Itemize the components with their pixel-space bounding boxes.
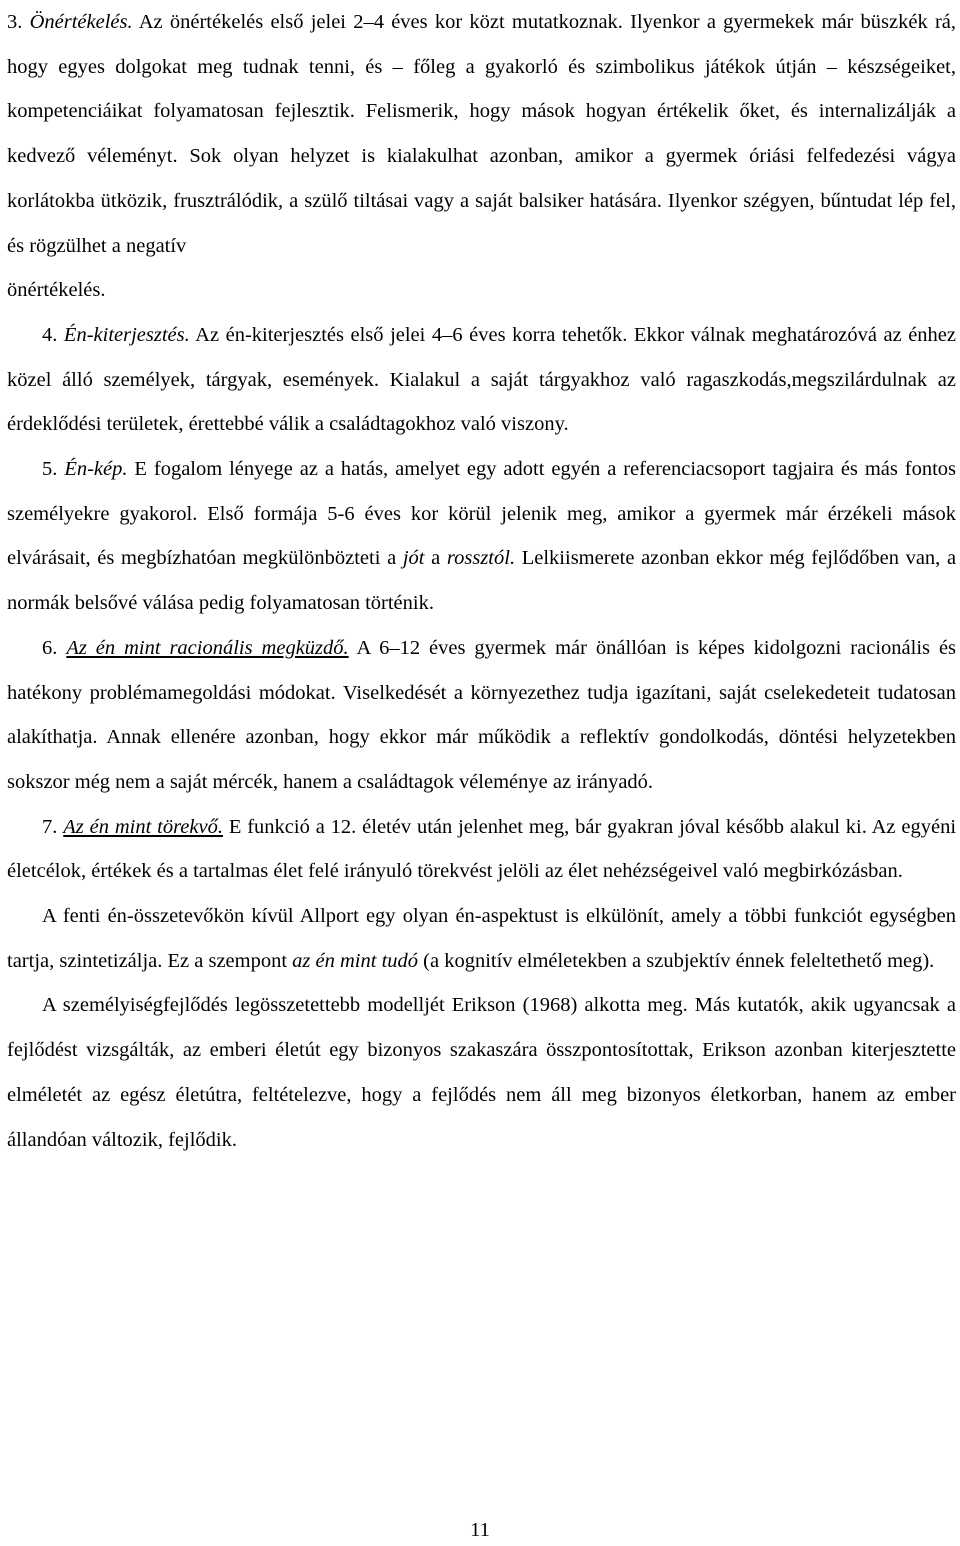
paragraph-onertekeles bbox=[7, 0, 956, 268]
paragraph-text: E funkció a 12. életév után jelenhet meg, bár gyakran jóval később alakul ki. Az egyéni életcélok, értékek és a tartalmas élet felé irányuló törekvést jelöli az élet nehézségeivel való megbirkózásban. bbox=[7, 815, 957, 883]
paragraph-continuation bbox=[7, 268, 956, 313]
paragraph-en-kiterjesztes bbox=[7, 313, 956, 447]
item-number: 7. bbox=[42, 815, 58, 838]
item-term: Én-kiterjesztés. bbox=[63, 323, 190, 346]
paragraph-text: A 6–12 éves gyermek már önállóan is képes kidolgozni racionális és hatékony problémamegoldási módokat. Viselkedését a környezethez tudja igazítani, saját cselekedeteit tudatosan alakíthatja. Annak ellenére azonban, hogy ekkor már működik a reflektív gondolkodás, döntési helyzetekben sokszor még nem a saját mércék, hanem a családtagok véleménye az irányadó. bbox=[7, 636, 957, 793]
paragraph-en-kep bbox=[7, 447, 956, 626]
page-number: 11 bbox=[470, 1519, 490, 1541]
item-number: 4. bbox=[42, 323, 58, 346]
paragraph-text: Az én-kiterjesztés első jelei 4–6 éves korra tehetők. Ekkor válnak meghatározóvá az énhez közel álló személyek, tárgyak, események. Kialakul a saját tárgyakhoz való ragaszkodás,megszilárdulnak az érdeklődési területek, érettebbé válik a családtagokhoz való viszony. bbox=[7, 323, 957, 436]
item-number: 5. bbox=[42, 458, 58, 481]
item-number: 3. bbox=[7, 11, 23, 33]
item-term: Önértékelés. bbox=[29, 11, 133, 33]
item-term: Az én mint törekvő. bbox=[63, 815, 223, 838]
paragraph-text: (a kognitív elméletekben a szubjektív énnek feleltethető meg). bbox=[423, 949, 935, 972]
item-term: Én-kép. bbox=[64, 458, 128, 481]
paragraph-racionalis-megkuzdo bbox=[7, 626, 956, 805]
paragraph-text: Az önértékelés első jelei 2–4 éves kor közt mutatkoznak. Ilyenkor a gyermekek már büszkék rá, hogy egyes dolgokat meg tudnak tenni, és – főleg a gyakorló és szimbolikus játékok útján – készségeiket, kompetenciáikat folyamatosan fejlesztik. Felismerik, hogy mások hogyan értékelik őket, és internalizálják a kedvező véleményt. Sok olyan helyzet is kialakulhat azonban, amikor a gyermek óriási felfedezési vágya korlátokba ütközik, frusztrálódik, a szülő tiltásai vagy a saját balsiker hatására. Ilyenkor szégyen, bűntudat lép fel, és rögzülhet a negatív bbox=[7, 11, 957, 257]
paragraph-text: Lelkiismerete azonban ekkor még fejlődőben van, a normák belsővé válása pedig folyamatosan történik. bbox=[7, 547, 957, 615]
italic-phrase: az én mint tudó bbox=[292, 949, 419, 972]
paragraph-text: A fenti én-összetevőkön kívül Allport egy olyan én-aspektust is elkülönít, amely a többi funkciót egységben tartja, szintetizálja. Ez a szempont bbox=[7, 905, 956, 972]
paragraph-allport bbox=[7, 894, 956, 983]
italic-word: rossztól. bbox=[446, 547, 516, 570]
item-number: 6. bbox=[42, 636, 58, 659]
paragraph-torekvo bbox=[7, 805, 956, 894]
paragraph-text: a bbox=[431, 547, 441, 570]
paragraph-text: E fogalom lényege az a hatás, amelyet egy adott egyén a referenciacsoport tagjaira és más fontos személyekre gyakorol. Első formája 5-6 éves kor körül jelenik meg, amikor a gyermek már érzékeli mások elvárásait, és megbízhatóan megkülönbözteti a bbox=[7, 458, 957, 570]
italic-word: jót bbox=[402, 547, 425, 570]
paragraph-text: önértékelés. bbox=[7, 279, 106, 302]
paragraph-erikson bbox=[7, 983, 956, 1162]
item-term: Az én mint racionális megküzdő. bbox=[66, 636, 349, 659]
document-body bbox=[7, 0, 956, 1162]
paragraph-text: A személyiségfejlődés legösszetettebb modelljét Erikson (1968) alkotta meg. Más kutatók, akik ugyancsak a fejlődést vizsgálták, az emberi életút egy bizonyos szakaszára összpontosítottak, Erikson azonban kiterjesztette elméletét az egész életútra, feltételezve, hogy a fejlődés nem áll meg bizonyos életkorban, hanem az ember állandóan változik, fejlődik. bbox=[7, 994, 956, 1151]
